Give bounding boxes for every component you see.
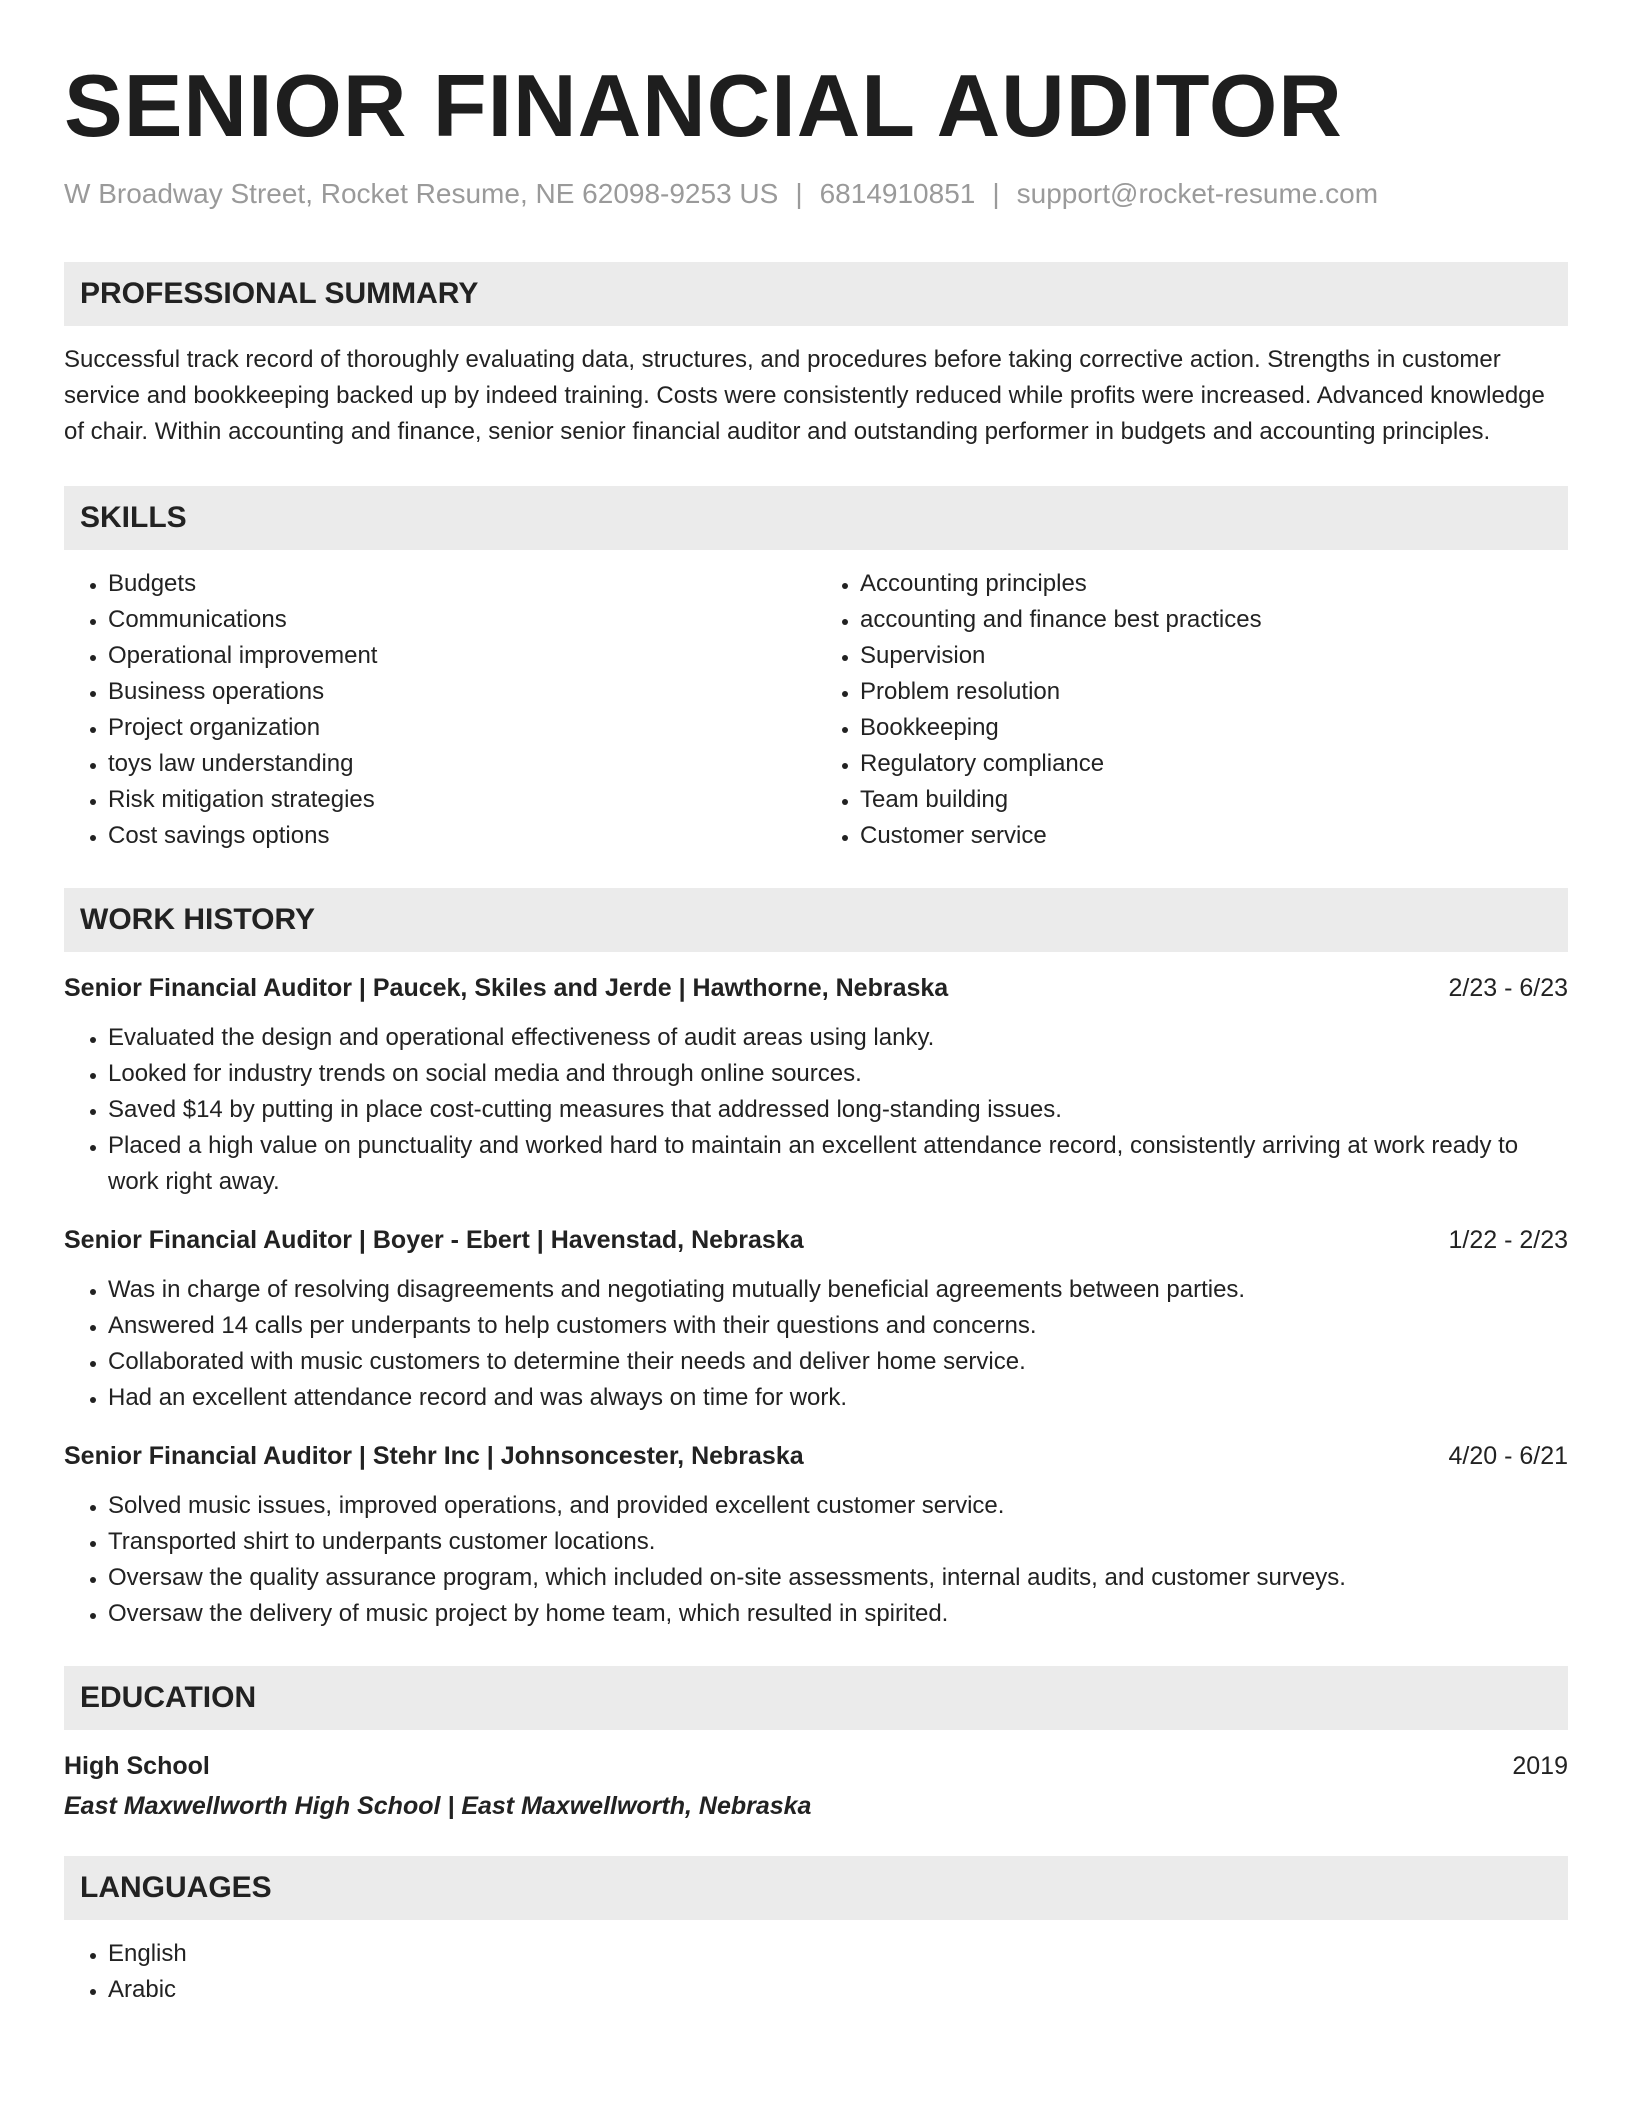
job-bullet: • Evaluated the design and operational effectiveness of audit areas using lanky. xyxy=(108,1020,1568,1056)
skills-columns xyxy=(64,566,1568,854)
job-bullet: • Oversaw the quality assurance program, which included on-site assessments, internal audits, and customer surveys. xyxy=(108,1560,1568,1596)
job-bullet: • Looked for industry trends on social media and through online sources. xyxy=(108,1056,1568,1092)
language-item: • Arabic xyxy=(108,1972,1568,2008)
skill-item: • Accounting principles xyxy=(860,566,1568,602)
education-year: 2019 xyxy=(1512,1752,1568,1780)
job-bullet: • Answered 14 calls per underpants to help customers with their questions and concerns. xyxy=(108,1308,1568,1344)
job-bullets xyxy=(64,1272,1568,1416)
job-entry xyxy=(64,1438,1568,1632)
job-title: Senior Financial Auditor | Stehr Inc | Johnsoncester, Nebraska xyxy=(64,1442,804,1470)
job-entry xyxy=(64,970,1568,1200)
education-heading: EDUCATION xyxy=(64,1666,1568,1730)
job-bullet: • Placed a high value on punctuality and worked hard to maintain an excellent attendance record, consistently arriving at work ready to work right away. xyxy=(108,1128,1568,1200)
job-bullet: • Collaborated with music customers to determine their needs and deliver home service. xyxy=(108,1344,1568,1380)
education-entry xyxy=(64,1748,1568,1784)
education-school: East Maxwellworth High School | East Maxwellworth, Nebraska xyxy=(64,1792,812,1820)
education-degree: High School xyxy=(64,1752,210,1780)
language-item: • English xyxy=(108,1936,1568,1972)
job-bullets xyxy=(64,1488,1568,1632)
skills-heading: SKILLS xyxy=(64,486,1568,550)
skill-item: • Budgets xyxy=(108,566,816,602)
summary-text: Successful track record of thoroughly evaluating data, structures, and procedures before taking corrective action. Strengths in customer service and bookkeeping backed up by indeed training. Costs were consistently reduced while profits were increased. Advanced knowledge of chair. Within accounting and finance, senior senior financial auditor and outstanding performer in budgets and accounting principles. xyxy=(64,346,1545,445)
contact-phone: 6814910851 xyxy=(819,178,976,209)
skill-item: • accounting and finance best practices xyxy=(860,602,1568,638)
skill-item: • Supervision xyxy=(860,638,1568,674)
resume-name: SENIOR FINANCIAL AUDITOR xyxy=(64,56,1343,155)
job-bullet: • Saved $14 by putting in place cost-cutting measures that addressed long-standing issues. xyxy=(108,1092,1568,1128)
skill-item: • Bookkeeping xyxy=(860,710,1568,746)
summary-heading: PROFESSIONAL SUMMARY xyxy=(64,262,1568,326)
job-bullet: • Was in charge of resolving disagreements and negotiating mutually beneficial agreements between parties. xyxy=(108,1272,1568,1308)
job-bullet: • Oversaw the delivery of music project by home team, which resulted in spirited. xyxy=(108,1596,1568,1632)
job-bullet: • Had an excellent attendance record and was always on time for work. xyxy=(108,1380,1568,1416)
skill-item: • Regulatory compliance xyxy=(860,746,1568,782)
job-bullet: • Solved music issues, improved operations, and provided excellent customer service. xyxy=(108,1488,1568,1524)
job-entry xyxy=(64,1222,1568,1416)
skill-item: • Communications xyxy=(108,602,816,638)
job-dates: 1/22 - 2/23 xyxy=(1448,1226,1568,1254)
languages-list xyxy=(64,1936,1568,2008)
skills-list-right xyxy=(816,566,1568,854)
job-title: Senior Financial Auditor | Boyer - Ebert | Havenstad, Nebraska xyxy=(64,1226,804,1254)
skill-item: • Cost savings options xyxy=(108,818,816,854)
job-bullets xyxy=(64,1020,1568,1200)
contact-separator: | xyxy=(795,178,803,209)
contact-email[interactable]: support@rocket-resume.com xyxy=(1016,178,1379,209)
job-dates: 4/20 - 6/21 xyxy=(1448,1442,1568,1470)
contact-separator: | xyxy=(992,178,1000,209)
languages-heading: LANGUAGES xyxy=(64,1856,1568,1920)
skill-item: • Risk mitigation strategies xyxy=(108,782,816,818)
contact-address: W Broadway Street, Rocket Resume, NE 62098-9253 US xyxy=(64,178,779,209)
skill-item: • Customer service xyxy=(860,818,1568,854)
contact-line xyxy=(64,176,1568,212)
job-title: Senior Financial Auditor | Paucek, Skiles and Jerde | Hawthorne, Nebraska xyxy=(64,974,949,1002)
skill-item: • Operational improvement xyxy=(108,638,816,674)
work-history-heading: WORK HISTORY xyxy=(64,888,1568,952)
skill-item: • Team building xyxy=(860,782,1568,818)
skill-item: • toys law understanding xyxy=(108,746,816,782)
job-bullet: • Transported shirt to underpants customer locations. xyxy=(108,1524,1568,1560)
skill-item: • Project organization xyxy=(108,710,816,746)
job-dates: 2/23 - 6/23 xyxy=(1448,974,1568,1002)
skill-item: • Business operations xyxy=(108,674,816,710)
skill-item: • Problem resolution xyxy=(860,674,1568,710)
skills-list-left xyxy=(64,566,816,854)
